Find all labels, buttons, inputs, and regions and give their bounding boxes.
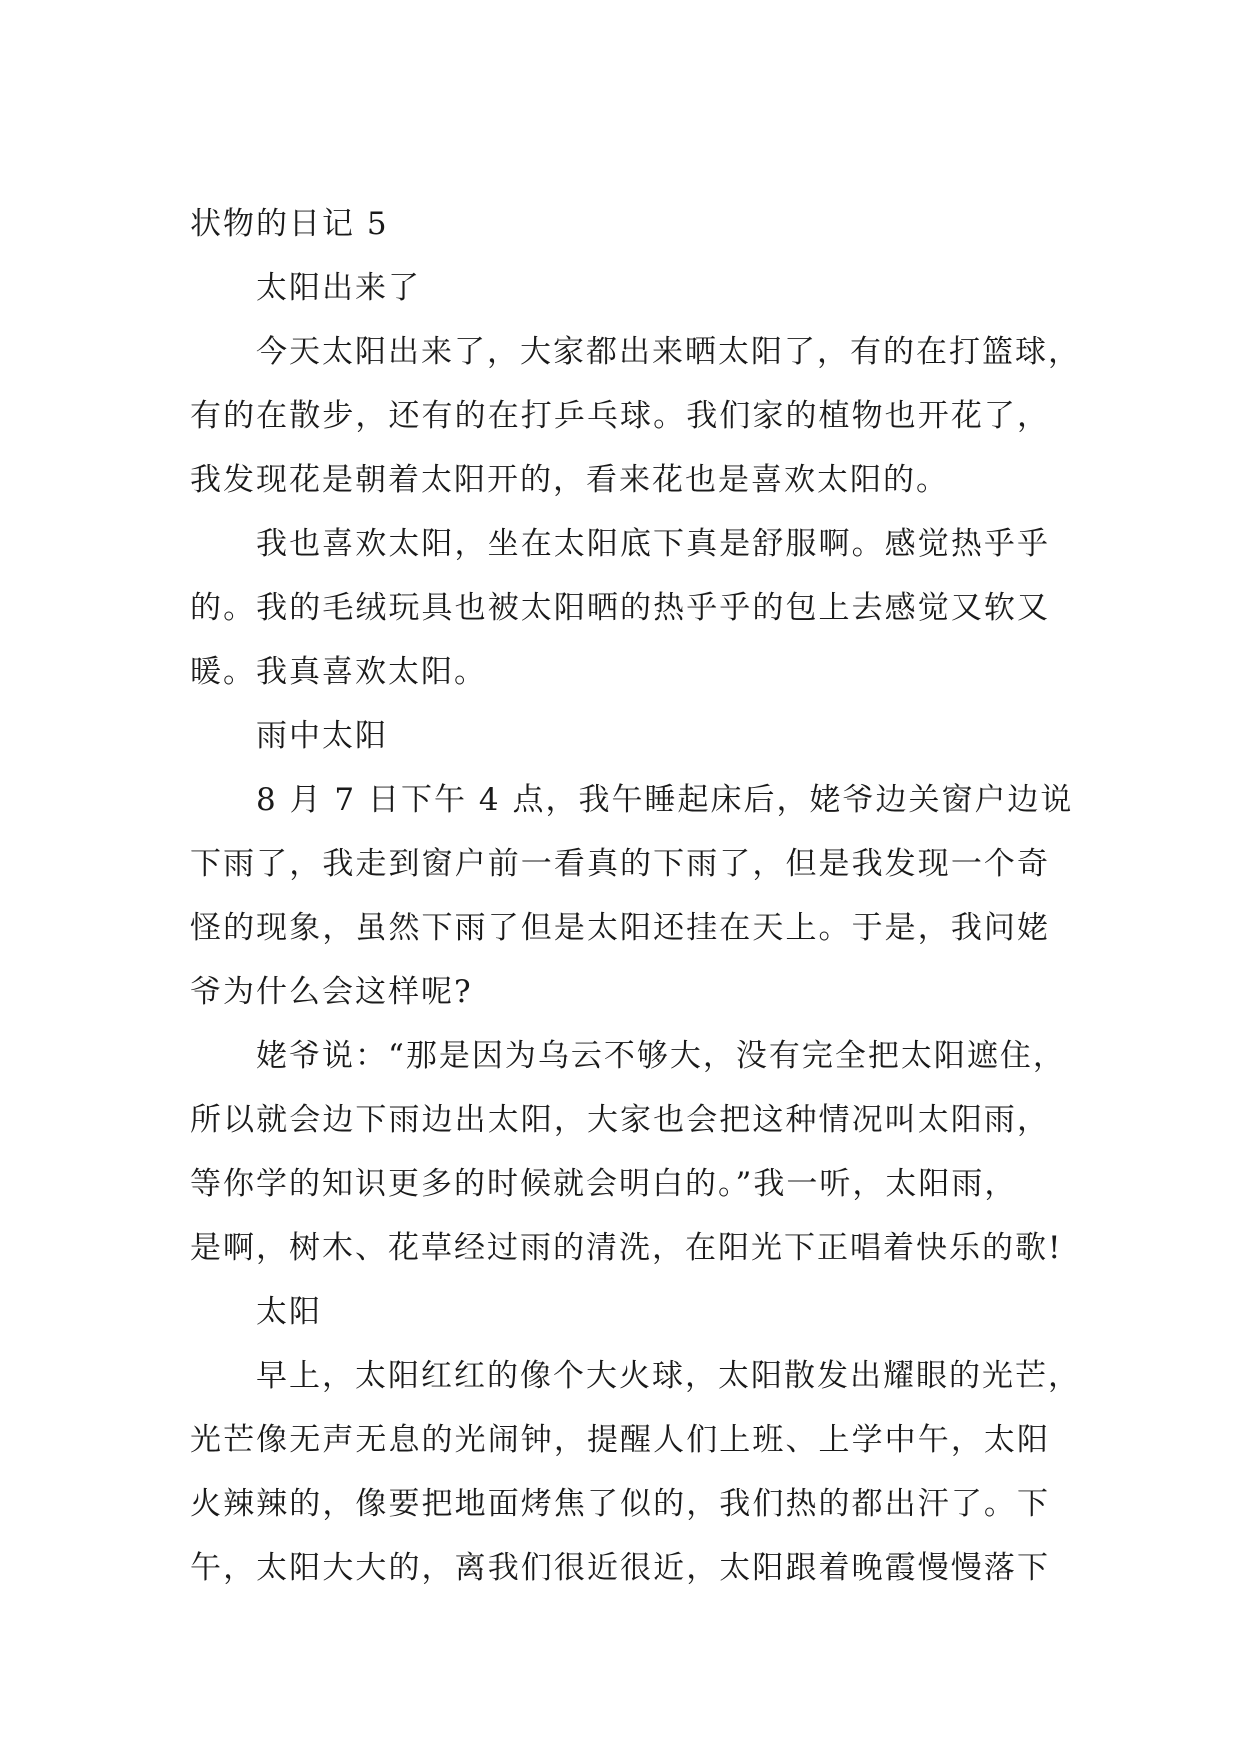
text-line — [190, 512, 1050, 576]
text-line-content: 等你学的知识更多的时候就会明白的。”我一听，太阳雨， — [190, 1166, 1018, 1202]
text-line — [190, 576, 1050, 640]
text-line-content: 是啊，树木、花草经过雨的清洗，在阳光下正唱着快乐的歌! — [190, 1230, 1063, 1266]
text-line-content: 太阳 — [256, 1294, 322, 1330]
text-line — [190, 1280, 1050, 1344]
text-line-content: 午，太阳大大的，离我们很近很近，太阳跟着晚霞慢慢落下 — [190, 1550, 1050, 1586]
paragraph-lines — [190, 256, 1081, 1600]
text-line — [190, 1152, 1050, 1216]
document-body — [190, 192, 1081, 1600]
text-line — [190, 896, 1050, 960]
text-line-content: 我发现花是朝着太阳开的，看来花也是喜欢太阳的。 — [190, 462, 949, 498]
text-line — [190, 448, 1050, 512]
text-line — [190, 640, 1050, 704]
text-line — [190, 1408, 1050, 1472]
text-line — [190, 320, 1081, 384]
text-line-content: 我也喜欢太阳，坐在太阳底下真是舒服啊。感觉热乎乎 — [256, 526, 1050, 562]
text-line-content: 下雨了，我走到窗户前一看真的下雨了，但是我发现一个奇 — [190, 846, 1050, 882]
text-line-content: 8 月 7 日下午 4 点，我午睡起床后，姥爷边关窗户边说 — [256, 782, 1074, 818]
text-line-content: 有的在散步，还有的在打乒乓球。我们家的植物也开花了， — [190, 398, 1050, 434]
text-line-content: 火辣辣的，像要把地面烤焦了似的，我们热的都出汗了。下 — [190, 1486, 1050, 1522]
text-line — [190, 1024, 1066, 1088]
text-line — [190, 1088, 1050, 1152]
text-line-content: 爷为什么会这样呢? — [190, 974, 473, 1010]
text-line-content: 怪的现象，虽然下雨了但是太阳还挂在天上。于是，我问姥 — [190, 910, 1050, 946]
text-line — [190, 1344, 1081, 1408]
text-line — [190, 384, 1050, 448]
text-line-content: 所以就会边下雨边出太阳，大家也会把这种情况叫太阳雨， — [190, 1102, 1050, 1138]
text-line-content: 早上，太阳红红的像个大火球，太阳散发出耀眼的光芒， — [256, 1358, 1081, 1394]
text-line — [190, 1536, 1050, 1600]
document-title: 状物的日记 5 — [190, 206, 389, 242]
text-line-content: 太阳出来了 — [256, 270, 421, 306]
text-line — [190, 768, 1074, 832]
text-line-content: 的。我的毛绒玩具也被太阳晒的热乎乎的包上去感觉又软又 — [190, 590, 1050, 626]
text-line — [190, 1216, 1063, 1280]
text-line-content: 今天太阳出来了，大家都出来晒太阳了，有的在打篮球， — [256, 334, 1081, 370]
text-line-content: 姥爷说：“那是因为乌云不够大，没有完全把太阳遮住， — [256, 1038, 1066, 1074]
text-line — [190, 1472, 1050, 1536]
text-line-content: 光芒像无声无息的光闹钟，提醒人们上班、上学中午，太阳 — [190, 1422, 1050, 1458]
text-line-content: 雨中太阳 — [256, 718, 388, 754]
text-line-content: 暖。我真喜欢太阳。 — [190, 654, 487, 690]
text-line — [190, 832, 1050, 896]
text-line — [190, 704, 1050, 768]
text-line — [190, 256, 1050, 320]
text-line — [190, 960, 1050, 1024]
